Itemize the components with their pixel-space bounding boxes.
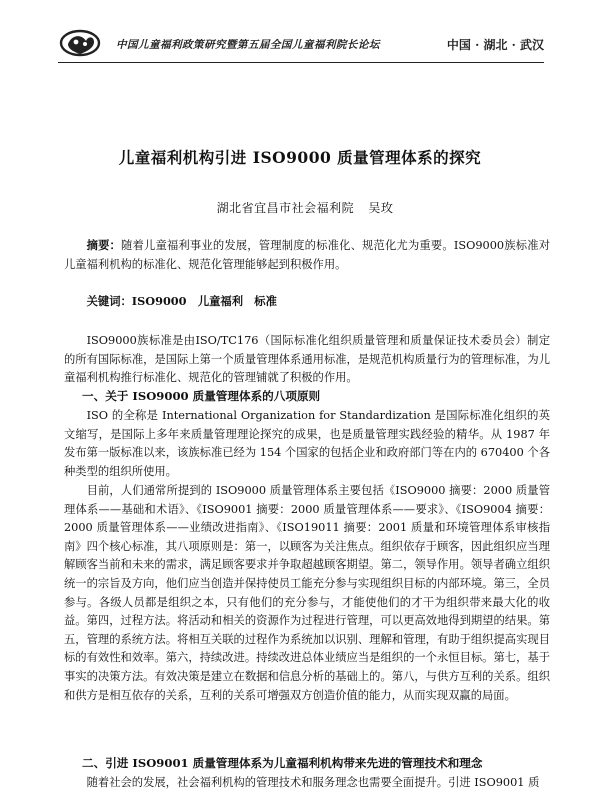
author-name: 吴玫	[368, 201, 394, 215]
conference-name: 中国儿童福利政策研究暨第五届全国儿童福利院长论坛	[116, 39, 380, 51]
section-1-heading: 一、关于 ISO9000 质量管理体系的八项原则	[82, 389, 321, 403]
keywords-text: ISO9000 儿童福利 标准	[131, 294, 277, 308]
conference-location: 中国 · 湖北 · 武汉	[446, 38, 544, 52]
intro-paragraph: ISO9000族标准是由ISO/TC176（国际标准化组织质量管理和质量保证技术委员会）制定的所有国际标准，是国际上第一个质量管理体系通用标准，是规范机构质量行为的管理标准，为儿童福利机构推行标准化、规范化的管理铺就了积极的作用。	[64, 334, 550, 385]
section-1-paragraph-1: ISO 的全称是 International Organization for Standardization 是国际标准化组织的英文缩写，是国际上多年来质量管理理论探究的成果，也是质量管理实践经验的精华。从 1987 年发布第一版标准以来，该族标准已经为 154 个国家的包括企业和政府部门等在内的 670400 个各种类型的组织所使用。	[64, 409, 550, 478]
paper-title: 儿童福利机构引进 ISO9000 质量管理体系的探究	[118, 148, 482, 167]
page-header	[58, 28, 544, 63]
author-line	[0, 199, 600, 216]
abstract-text: 随着儿童福利事业的发展，管理制度的标准化、规范化尤为重要。ISO9000族标准对儿童福利机构的标准化、规范化管理能够起到积极作用。	[64, 239, 550, 271]
conference-logo-icon	[58, 28, 102, 58]
keywords	[64, 292, 550, 312]
author-affiliation: 湖北省宜昌市社会福利院	[216, 201, 355, 215]
abstract-label: 摘要：	[86, 238, 122, 252]
keywords-label: 关键词：	[86, 294, 132, 308]
section-1-paragraph-2: 目前，人们通常所提到的 ISO9000 质量管理体系主要包括《ISO9000 摘要：2000 质量管理体系——基础和术语》、《ISO9001 摘要：2000 质量管理体系——要求》、《ISO9004 摘要：2000 质量管理体系——业绩改进指南》、《ISO19011 摘要：2001 质量和环境管理体系审核指南》四个核心标准，其八项原则是：第一，以顾客为关注焦点。组织依存于顾客，因此组织应当理解顾客当前和未来的需求，满足顾客要求并争取超越顾客期望。第二，领导作用。领导者确立组织统一的宗旨及方向，他们应当创造并保持使员工能充分参与实现组织目标的内部环境。第三，全员参与。各级人员都是组织之本，只有他们的充分参与，才能使他们的才干为组织带来最大化的收益。第四，过程方法。将活动和相关的资源作为过程进行管理，可以更高效地得到期望的结果。第五，管理的系统方法。将相互关联的过程作为系统加以识别、理解和管理，有助于组织提高实现目标的有效性和效率。第六，持续改进。持续改进总体业绩应当是组织的一个永恒目标。第七，基于事实的决策方法。有效决策是建立在数据和信息分析的基础上的。第八，与供方互利的关系。组织和供方是相互依存的关系，互利的关系可增强双方创造价值的能力，从而实现双赢的局面。	[64, 484, 550, 702]
abstract	[64, 236, 550, 274]
section-2-paragraph-1: 随着社会的发展，社会福利机构的管理技术和服务理念也需要全面提升。引进 ISO9001 质	[86, 776, 540, 789]
section-2-heading: 二、引进 ISO9001 质量管理体系为儿童福利机构带来先进的管理技术和理念	[82, 756, 483, 770]
